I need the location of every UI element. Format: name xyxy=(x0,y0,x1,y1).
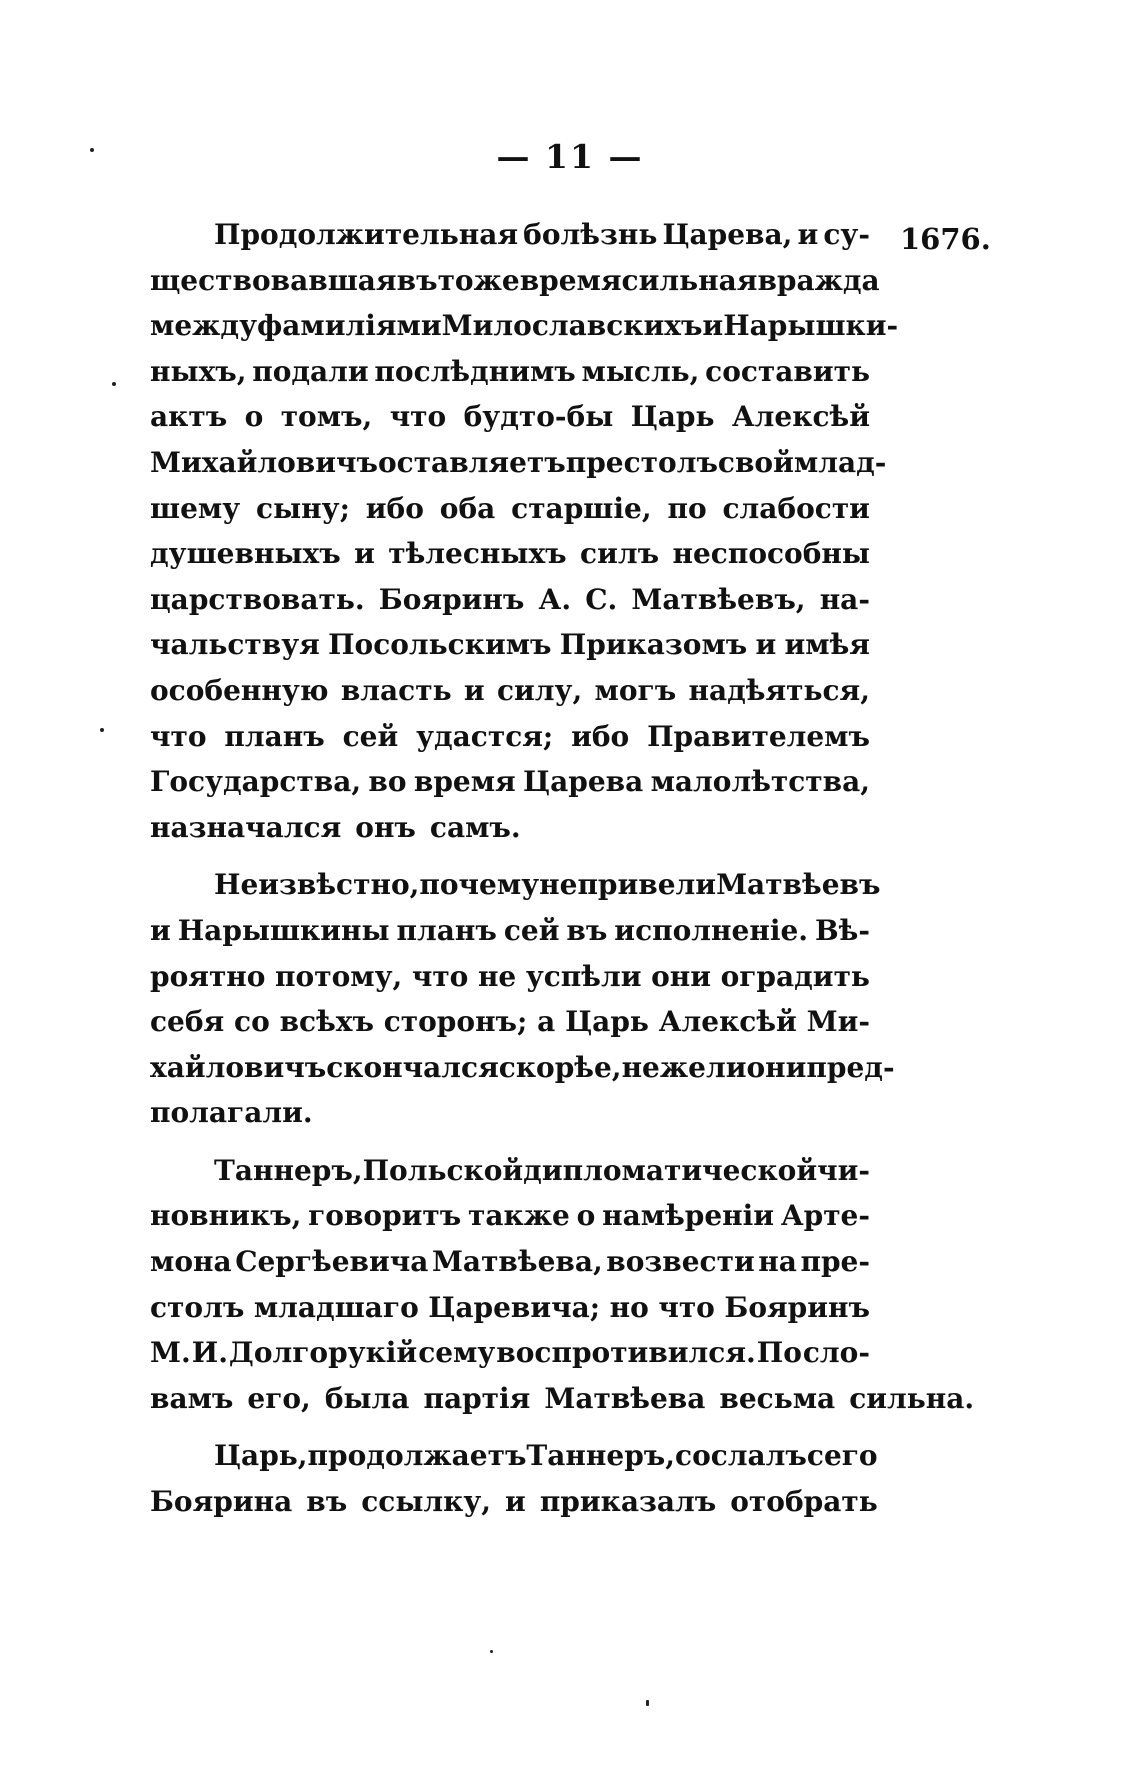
print-speck xyxy=(490,1650,493,1653)
text-line xyxy=(150,954,870,1000)
text-line xyxy=(150,668,870,714)
text-line xyxy=(150,1045,895,1091)
word: могъ xyxy=(594,673,677,707)
word: Ми- xyxy=(806,1005,870,1039)
text-line xyxy=(150,1433,878,1479)
word: въ xyxy=(306,1485,348,1519)
word: говоритъ xyxy=(308,1199,462,1233)
word: ссылку, xyxy=(361,1485,492,1519)
text-line xyxy=(150,1330,870,1376)
word: фамиліями xyxy=(257,309,442,343)
word: сего xyxy=(806,1439,878,1473)
word: время xyxy=(413,765,516,799)
word: Долгорукій xyxy=(228,1336,418,1370)
word: была xyxy=(324,1381,410,1415)
word: самъ. xyxy=(429,810,521,844)
word: дипломатической xyxy=(523,1153,818,1187)
text-line xyxy=(150,531,870,577)
word: на xyxy=(758,1245,797,1279)
word: томъ, xyxy=(280,400,373,434)
word: чи- xyxy=(817,1153,871,1187)
word: потому, xyxy=(275,959,403,993)
word: оба xyxy=(439,491,496,525)
word: на- xyxy=(819,582,870,616)
word: Польской xyxy=(362,1153,524,1187)
paragraph-gap xyxy=(150,1136,870,1148)
word: подали xyxy=(252,354,369,388)
word: удастся; xyxy=(416,719,554,753)
word: что xyxy=(150,719,207,753)
print-speck xyxy=(112,382,116,386)
word: онъ xyxy=(355,810,416,844)
text-line xyxy=(150,349,870,395)
word: полагали. xyxy=(150,1096,313,1130)
word: сей xyxy=(342,719,399,753)
word: младшаго xyxy=(253,1290,419,1324)
word: скончался xyxy=(326,1050,499,1084)
word: шему xyxy=(150,491,241,525)
word: и xyxy=(150,913,171,947)
word: Вѣ- xyxy=(814,913,870,947)
word: но xyxy=(609,1290,649,1324)
word: и xyxy=(354,537,375,571)
text-line xyxy=(150,394,870,440)
word: Таннеръ, xyxy=(526,1439,676,1473)
word: приказалъ xyxy=(539,1485,717,1519)
word: сло- xyxy=(802,1336,870,1370)
word: роятно xyxy=(150,959,266,993)
word: Приказомъ xyxy=(559,628,748,662)
text-line xyxy=(150,714,870,760)
word: Михайловичъ xyxy=(150,445,378,479)
word: также xyxy=(468,1199,570,1233)
word: а xyxy=(537,1005,556,1039)
word: ществовавшая xyxy=(150,263,397,297)
word: послѣднимъ xyxy=(374,354,576,388)
word: болѣзнь xyxy=(523,218,658,251)
word: себя xyxy=(150,1005,225,1039)
word: весьма xyxy=(719,1381,836,1415)
page-number: — 11 — xyxy=(496,137,644,176)
word: престолъ xyxy=(565,445,718,479)
word: они xyxy=(651,959,712,993)
word: Матвѣева xyxy=(544,1381,706,1415)
word: Матвѣева, xyxy=(431,1245,603,1279)
word: что xyxy=(389,400,447,434)
word: старшіе, xyxy=(511,491,652,525)
word: будто-бы xyxy=(463,400,614,434)
word: надѣяться, xyxy=(688,673,870,707)
word: новникъ, xyxy=(150,1199,302,1233)
word: Нарышкины xyxy=(177,913,390,947)
word: успѣли xyxy=(525,959,642,993)
word: оставляетъ xyxy=(377,445,566,479)
word: Матвѣевъ xyxy=(716,868,881,902)
text-line xyxy=(150,212,870,258)
word: исполненіе. xyxy=(614,913,809,947)
word: о xyxy=(244,400,264,434)
word: Царева, xyxy=(662,218,793,251)
word: возвести xyxy=(606,1245,755,1279)
text-line xyxy=(150,1285,870,1331)
word: сей xyxy=(503,913,560,947)
word: свой xyxy=(717,445,794,479)
word: составить xyxy=(705,354,870,388)
word: ибо xyxy=(571,719,630,753)
word: особенную xyxy=(150,673,329,707)
word: Правителемъ xyxy=(647,719,870,753)
word: и xyxy=(505,1485,526,1519)
word: нежели xyxy=(621,1050,747,1084)
word: М. xyxy=(150,1336,191,1370)
word: время xyxy=(519,263,622,297)
word: извѣстно, xyxy=(258,868,420,902)
word: силъ xyxy=(580,537,660,571)
word: Царь, xyxy=(214,1439,308,1473)
margin-year-note: 1676. xyxy=(900,222,991,256)
word: что xyxy=(411,959,469,993)
word: По xyxy=(756,1336,802,1370)
word: привели xyxy=(577,868,717,902)
text-line xyxy=(150,908,870,954)
word: о xyxy=(576,1199,596,1233)
text-line xyxy=(150,1239,870,1285)
text-line xyxy=(150,258,880,304)
word: въ xyxy=(396,263,438,297)
word: слабости xyxy=(722,491,870,525)
word: А. xyxy=(538,582,572,616)
word: всѣхъ xyxy=(279,1005,374,1039)
word: Царь xyxy=(565,1005,649,1039)
text-line xyxy=(150,577,870,623)
text-line xyxy=(150,486,870,532)
text-line xyxy=(150,805,870,851)
word: намѣреніи xyxy=(602,1199,775,1233)
word: сыну; xyxy=(256,491,350,525)
text-line xyxy=(150,303,899,349)
word: мысль, xyxy=(581,354,700,388)
word: что xyxy=(658,1290,715,1324)
word: по xyxy=(667,491,707,525)
word: планъ xyxy=(396,913,497,947)
text-line xyxy=(150,1193,870,1239)
word: оградить xyxy=(720,959,870,993)
word: Арте- xyxy=(780,1199,870,1233)
word: вамъ xyxy=(150,1381,234,1415)
word: душевныхъ xyxy=(150,537,341,571)
word: тѣлесныхъ xyxy=(388,537,567,571)
word: сильна. xyxy=(849,1381,975,1415)
paragraph-gap xyxy=(150,850,870,862)
word: хайловичъ xyxy=(150,1050,327,1084)
word: неспособны xyxy=(672,537,870,571)
word: и xyxy=(797,218,819,251)
word: Таннеръ, xyxy=(214,1153,363,1187)
text-line xyxy=(150,1376,975,1422)
word: мона xyxy=(150,1245,232,1279)
word: Матвѣевъ, xyxy=(631,582,806,616)
word: власть xyxy=(340,673,452,707)
word: Нарышки- xyxy=(723,309,899,343)
word: Боярина xyxy=(150,1485,293,1519)
word: сему xyxy=(418,1336,496,1370)
word: Алексѣй xyxy=(731,400,870,434)
print-speck xyxy=(100,728,104,732)
word: Царевича; xyxy=(428,1290,601,1324)
word: его, xyxy=(247,1381,311,1415)
word: пред- xyxy=(806,1050,895,1084)
word: су- xyxy=(823,218,870,251)
word: Продолжительная xyxy=(214,218,519,251)
word: ибо xyxy=(365,491,424,525)
text-line xyxy=(150,440,887,486)
word: воспротивился. xyxy=(496,1336,756,1370)
word: не xyxy=(477,959,517,993)
word: И. xyxy=(191,1336,228,1370)
text-line xyxy=(150,622,870,668)
text-line xyxy=(150,1148,870,1194)
word: сторонъ; xyxy=(383,1005,528,1039)
word: во xyxy=(368,765,407,799)
word: Царь xyxy=(630,400,715,434)
word: царствовать. xyxy=(150,582,365,616)
word: и xyxy=(702,309,724,343)
word: Посольскимъ xyxy=(328,628,552,662)
word: Царева xyxy=(523,765,644,799)
word: то xyxy=(437,263,474,297)
word: Милославскихъ xyxy=(441,309,703,343)
word: со xyxy=(234,1005,270,1039)
word: скорѣе, xyxy=(498,1050,622,1084)
word: Алексѣй xyxy=(658,1005,797,1039)
print-speck xyxy=(90,148,94,152)
text-line xyxy=(150,759,870,805)
word: Бояринъ xyxy=(724,1290,870,1324)
word: малолѣтства, xyxy=(650,765,870,799)
word: имѣя xyxy=(784,628,870,662)
word: Сергѣевича xyxy=(235,1245,429,1279)
word: назначался xyxy=(150,810,342,844)
word: Государства, xyxy=(150,765,362,799)
word: С. xyxy=(585,582,618,616)
word: вражда xyxy=(757,263,880,297)
word: между xyxy=(150,309,257,343)
word: ныхъ, xyxy=(150,354,247,388)
word: же xyxy=(473,263,520,297)
paragraph-gap xyxy=(150,1421,870,1433)
word: пре- xyxy=(800,1245,870,1279)
word: партія xyxy=(423,1381,531,1415)
word: планъ xyxy=(224,719,325,753)
word: актъ xyxy=(150,400,228,434)
word: почему xyxy=(419,868,540,902)
word: и xyxy=(755,628,777,662)
word: силу, xyxy=(496,673,583,707)
word: чальствуя xyxy=(150,628,320,662)
text-line xyxy=(150,1479,878,1525)
word: продолжаетъ xyxy=(307,1439,527,1473)
text-line xyxy=(150,999,870,1045)
word: Бояринъ xyxy=(378,582,525,616)
word: Не xyxy=(214,868,259,902)
word: не xyxy=(539,868,578,902)
word: сильная xyxy=(621,263,758,297)
word: млад- xyxy=(793,445,887,479)
word: въ xyxy=(566,913,608,947)
text-line xyxy=(150,862,881,908)
word: столъ xyxy=(150,1290,245,1324)
word: сослалъ xyxy=(675,1439,807,1473)
print-speck xyxy=(646,1700,649,1706)
text-line xyxy=(150,1090,870,1136)
word: и xyxy=(463,673,485,707)
word: они xyxy=(746,1050,807,1084)
word: отобрать xyxy=(730,1485,878,1519)
